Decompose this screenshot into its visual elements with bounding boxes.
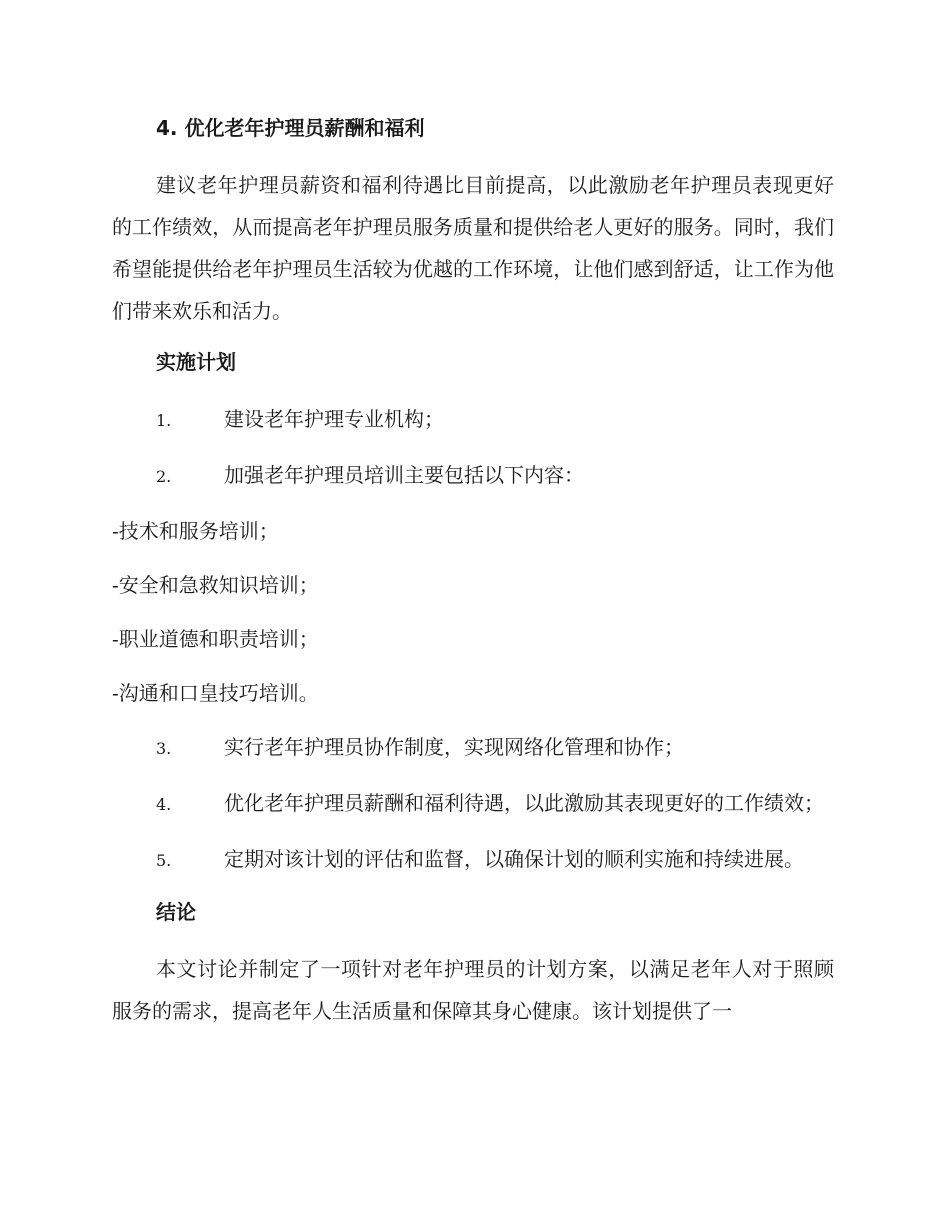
- plan-item-1: [112, 398, 834, 442]
- training-sub-item: -职业道德和职责培训；: [112, 627, 319, 651]
- plan-item-text: 建设老年护理专业机构；: [224, 407, 444, 431]
- section-heading-conclusion: 结论: [156, 900, 196, 924]
- training-sub-item: -技术和服务培训；: [112, 519, 279, 543]
- plan-item-text: 定期对该计划的评估和监督，以确保计划的顺利实施和持续进展。: [224, 847, 804, 871]
- plan-item-number: 1.: [156, 411, 172, 430]
- plan-item-number: 4.: [156, 795, 172, 814]
- section-heading-welfare: 4. 优化老年护理员薪酬和福利: [156, 116, 425, 140]
- section-heading-plan: 实施计划: [156, 350, 236, 374]
- plan-item-number: 3.: [156, 739, 172, 758]
- document-content: [112, 110, 834, 1044]
- plan-item-5: [112, 838, 834, 882]
- plan-item-text: 加强老年护理员培训主要包括以下内容：: [224, 463, 584, 487]
- section-paragraph-welfare: 建议老年护理员薪资和福利待遇比目前提高，以此激励老年护理员表现更好的工作绩效，从而提高老年护理员服务质量和提供给老人更好的服务。同时，我们希望能提供给老年护理员生活较为优越的工作环境，让他们感到舒适，让工作为他们带来欢乐和活力。: [112, 173, 834, 323]
- plan-item-4: [112, 782, 834, 826]
- plan-item-number: 2.: [156, 467, 172, 486]
- section-paragraph-conclusion: 本文讨论并制定了一项针对老年护理员的计划方案，以满足老年人对于照顾服务的需求，提高老年人生活质量和保障其身心健康。该计划提供了一: [112, 957, 834, 1023]
- plan-item-text: 实行老年护理员协作制度，实现网络化管理和协作；: [224, 735, 684, 759]
- training-sub-item: -安全和急救知识培训；: [112, 573, 319, 597]
- plan-item-3: [112, 726, 834, 770]
- training-sub-item: -沟通和口皇技巧培训。: [112, 681, 319, 705]
- plan-item-number: 5.: [156, 851, 172, 870]
- plan-item-text: 优化老年护理员薪酬和福利待遇，以此激励其表现更好的工作绩效；: [224, 791, 824, 815]
- plan-item-2: [112, 454, 834, 498]
